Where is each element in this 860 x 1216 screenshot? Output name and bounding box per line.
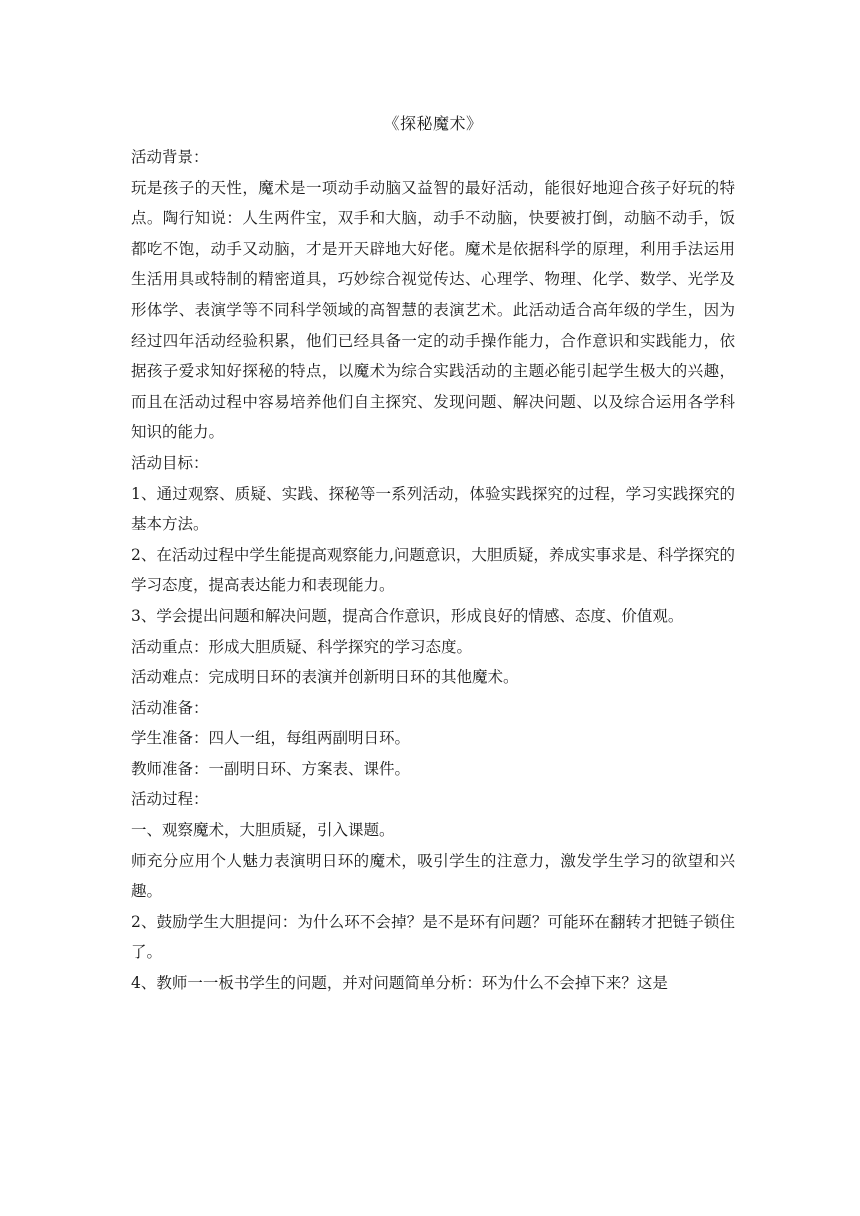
document-page [131, 110, 735, 999]
process-step-2: 2、鼓励学生大胆提问：为什么环不会掉？是不是环有问题？可能环在翻转才把链子锁住了。 [131, 912, 735, 962]
key-point: 活动重点：形成大胆质疑、科学探究的学习态度。 [131, 637, 473, 656]
student-preparation: 学生准备：四人一组，每组两副明日环。 [131, 729, 411, 748]
paragraph-background: 玩是孩子的天性，魔术是一项动手动脑又益智的最好活动，能很好地迎合孩子好玩的特点。陶行知说：人生两件宝，双手和大脑，动手不动脑，快要被打倒，动脑不动手，饭都吃不饱，动手又动脑，才是开天辟地大好佬。魔术是依据科学的原理，利用手法运用生活用具或特制的精密道具，巧妙综合视觉传达、心理学、物理、化学、数学、光学及形体学、表演学等不同科学领域的高智慧的表演艺术。此活动适合高年级的学生，因为经过四年活动经验积累，他们已经具备一定的动手操作能力，合作意识和实践能力，依据孩子爱求知好探秘的特点，以魔术为综合实践活动的主题必能引起学生极大的兴趣，而且在活动过程中容易培养他们自主探究、发现问题、解决问题、以及综合运用各学科知识的能力。 [131, 178, 735, 442]
goal-item-1: 1、通过观察、质疑、实践、探秘等一系列活动，体验实践探究的过程，学习实践探究的基本方法。 [131, 484, 735, 534]
document-title: 《探秘魔术》 [383, 114, 483, 133]
difficult-point: 活动难点：完成明日环的表演并创新明日环的其他魔术。 [131, 668, 519, 687]
process-step-4: 4、教师一一板书学生的问题，并对问题简单分析：环为什么不会掉下来？这是 [131, 974, 668, 993]
goal-item-2: 2、在活动过程中学生能提高观察能力,问题意识，大胆质疑，养成实事求是、科学探究的学习态度，提高表达能力和表现能力。 [131, 545, 735, 595]
process-paragraph: 师充分应用个人魅力表演明日环的魔术，吸引学生的注意力，激发学生学习的欲望和兴趣。 [131, 851, 735, 901]
teacher-preparation: 教师准备：一副明日环、方案表、课件。 [131, 759, 411, 778]
process-step-1: 一、观察魔术，大胆质疑，引入课题。 [131, 821, 395, 840]
heading-background: 活动背景： [131, 148, 209, 166]
heading-process: 活动过程： [131, 790, 209, 809]
heading-goals: 活动目标： [131, 453, 209, 472]
goal-item-3: 3、学会提出问题和解决问题，提高合作意识，形成良好的情感、态度、价值观。 [131, 606, 684, 625]
heading-preparation: 活动准备： [131, 698, 209, 717]
